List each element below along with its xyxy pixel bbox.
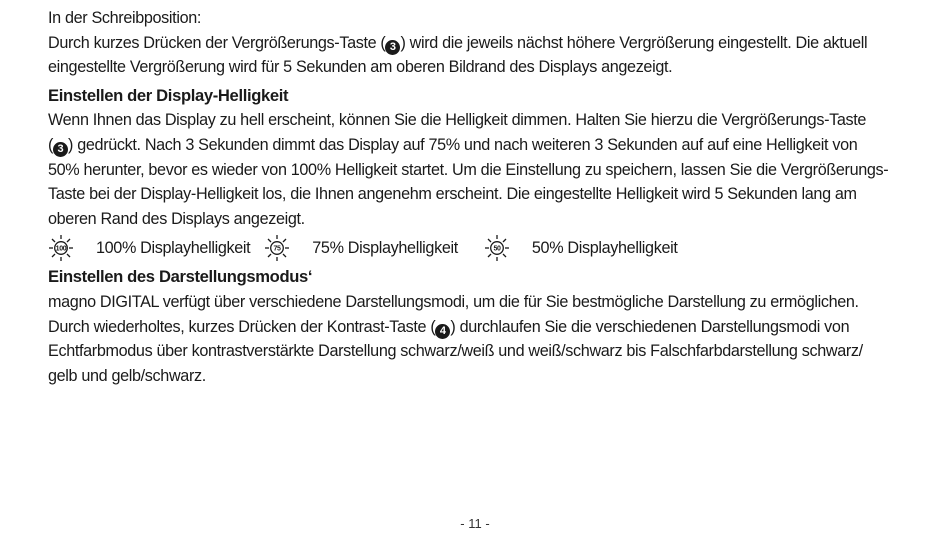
page-number: - 11 - — [460, 516, 490, 531]
svg-text:100: 100 — [55, 245, 67, 253]
paragraph-line: ( 3 ) gedrückt. Nach 3 Sekunden dimmt das Display auf 75% und nach weiteren 3 Sekunden auf auf eine Helligkeit von — [48, 135, 858, 155]
brightness-50-icon — [484, 234, 510, 262]
paragraph-line: magno DIGITAL verfügt über verschiedene Darstellungsmodi, um die für Sie bestmögliche Darstellung zu ermöglichen. — [48, 292, 859, 311]
key-marker-4: 4 — [435, 324, 450, 339]
paragraph-line: gelb und gelb/schwarz. — [48, 366, 206, 385]
brightness-100-label: 100% Displayhelligkeit — [96, 238, 251, 257]
paragraph-line: Wenn Ihnen das Display zu hell erscheint, können Sie die Helligkeit dimmen. Halten Sie hierzu die Vergrößerungs-Taste — [48, 111, 867, 130]
section-heading-display-mode: Einstellen des Darstellungsmodus‘ — [48, 267, 313, 287]
paragraph-line: eingestellte Vergrößerung wird für 5 Sekunden am oberen Bildrand des Displays angezeigt. — [48, 58, 673, 77]
brightness-75-label: 75% Displayhelligkeit — [312, 238, 458, 257]
brightness-50-label: 50% Displayhelligkeit — [531, 238, 678, 257]
section-heading-brightness: Einstellen der Display-Helligkeit — [48, 85, 289, 105]
paragraph-line: Echtfarbmodus über kontrastverstärkte Darstellung schwarz/weiß und weiß/schwarz bis Falschfarbdarstellung schwarz/ — [48, 342, 863, 361]
key-marker-3: 3 — [385, 40, 400, 55]
brightness-75-icon — [264, 234, 290, 262]
intro-text: In der Schreibposition: — [48, 9, 202, 27]
brightness-legend — [48, 231, 928, 265]
key-marker-3: 3 — [53, 142, 68, 157]
paragraph-line: 50% herunter, bevor es wieder von 100% Helligkeit startet. Um die Einstellung zu speichern, lassen Sie die Vergrößerungs- — [48, 160, 889, 179]
svg-text:75: 75 — [273, 245, 281, 253]
paragraph-line: Durch wiederholtes, kurzes Drücken der Kontrast-Taste ( 4 ) durchlaufen Sie die verschiedenen Darstellungsmodi von — [48, 317, 850, 337]
paragraph-line: Durch kurzes Drücken der Vergrößerungs-Taste ( 3 ) wird die jeweils nächst höhere Vergrößerung eingestellt. Die aktuell — [48, 33, 868, 53]
brightness-100-icon — [48, 234, 74, 262]
svg-text:50: 50 — [493, 245, 501, 253]
document-page — [48, 6, 928, 388]
paragraph-line: oberen Rand des Displays angezeigt. — [48, 209, 305, 228]
paragraph-line: Taste bei der Display-Helligkeit los, die Ihnen angenehm erscheint. Die eingestellte Helligkeit wird 5 Sekunden lang am — [48, 185, 857, 204]
